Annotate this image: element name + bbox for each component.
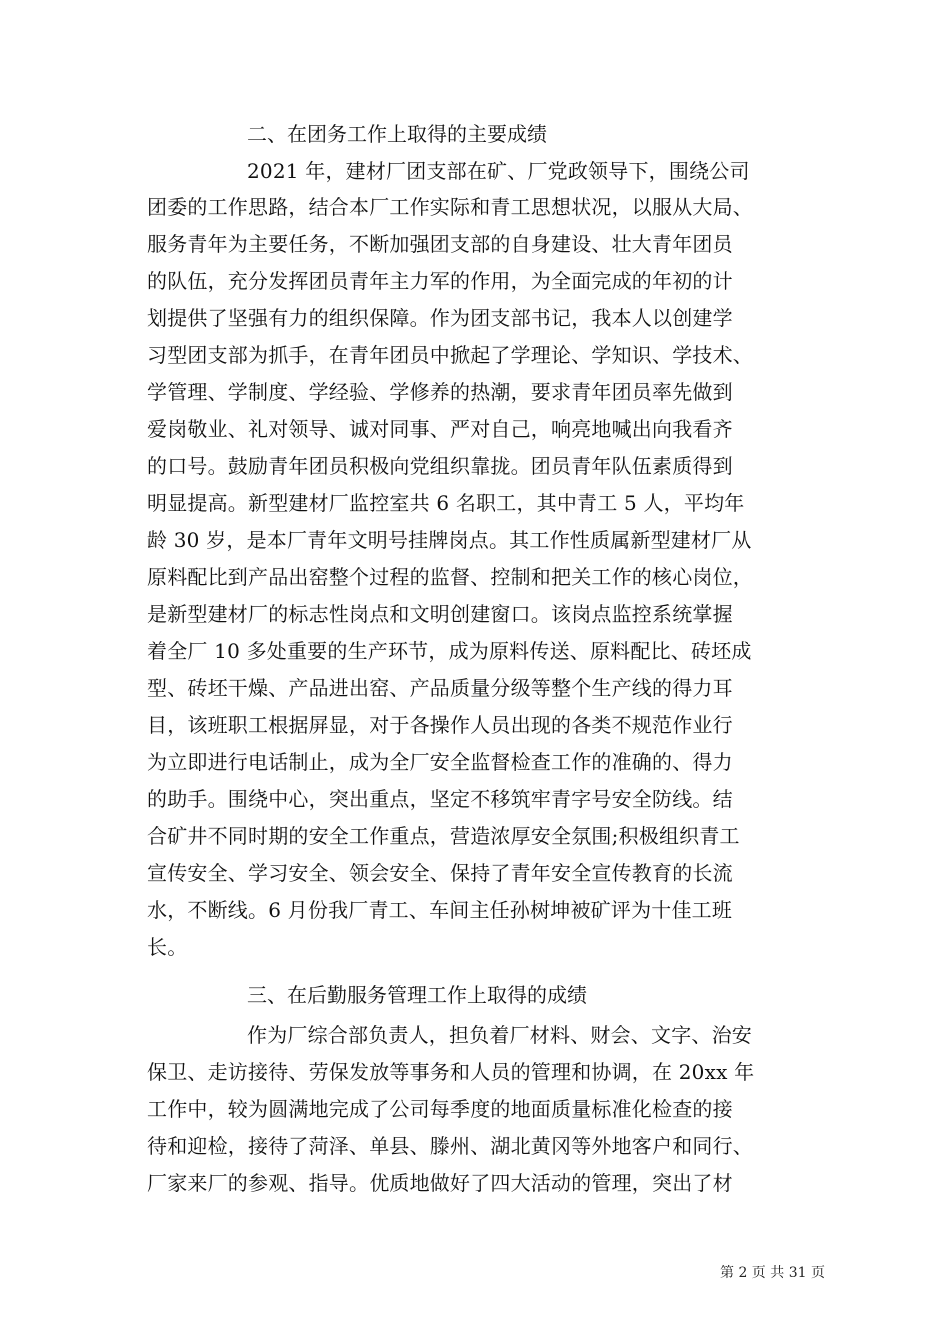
paragraph-line: 的助手。围绕中心，突出重点，坚定不移筑牢青字号安全防线。结 [147,787,733,811]
paragraph-line: 的口号。鼓励青年团员积极向党组织靠拢。团员青年队伍素质得到 [147,454,733,478]
paragraph-line: 爱岗敬业、礼对领导、诚对同事、严对自己，响亮地喊出向我看齐 [147,417,733,441]
paragraph-line: 明显提高。新型建材厂监控室共 6 名职工，其中青工 5 人，平均年 [147,491,745,515]
paragraph-line: 着全厂 10 多处重要的生产环节，成为原料传送、原料配比、砖坯成 [147,639,752,663]
paragraph-line: 团委的工作思路，结合本厂工作实际和青工思想状况，以服从大局、 [147,195,753,219]
paragraph-line: 划提供了坚强有力的组织保障。作为团支部书记，我本人以创建学 [147,306,733,330]
paragraph-line: 保卫、走访接待、劳保发放等事务和人员的管理和协调，在 20xx 年 [147,1060,755,1084]
paragraph-line: 学管理、学制度、学经验、学修养的热潮，要求青年团员率先做到 [147,380,733,404]
section-heading-2: 二、在团务工作上取得的主要成绩 [247,122,547,146]
paragraph-line: 2021 年，建材厂团支部在矿、厂党政领导下，围绕公司 [247,159,750,183]
paragraph-line: 水，不断线。6 月份我厂青工、车间主任孙树坤被矿评为十佳工班 [147,898,733,922]
paragraph-line: 待和迎检，接待了菏泽、单县、滕州、湖北黄冈等外地客户和同行、 [147,1134,753,1158]
paragraph-line: 是新型建材厂的标志性岗点和文明创建窗口。该岗点监控系统掌握 [147,602,733,626]
paragraph-line: 宣传安全、学习安全、领会安全、保持了青年安全宣传教育的长流 [147,861,733,885]
paragraph-line: 合矿井不同时期的安全工作重点，营造浓厚安全氛围;积极组织青工 [147,824,740,848]
paragraph-line: 的队伍，充分发挥团员青年主力军的作用，为全面完成的年初的计 [147,269,733,293]
paragraph-line: 服务青年为主要任务，不断加强团支部的自身建设、壮大青年团员 [147,232,733,256]
paragraph-line: 型、砖坯干燥、产品进出窑、产品质量分级等整个生产线的得力耳 [147,676,733,700]
paragraph-line: 龄 30 岁，是本厂青年文明号挂牌岗点。其工作性质属新型建材厂从 [147,528,752,552]
page-number: 第 2 页 共 31 页 [720,1265,825,1281]
paragraph-line: 工作中，较为圆满地完成了公司每季度的地面质量标准化检查的接 [147,1097,733,1121]
paragraph-line: 原料配比到产品出窑整个过程的监督、控制和把关工作的核心岗位， [147,565,753,589]
section-heading-3: 三、在后勤服务管理工作上取得的成绩 [247,983,587,1007]
paragraph-line: 习型团支部为抓手，在青年团员中掀起了学理论、学知识、学技术、 [147,343,753,367]
paragraph-line: 作为厂综合部负责人，担负着厂材料、财会、文字、治安 [247,1023,752,1047]
paragraph-line: 长。 [147,935,188,959]
paragraph-line: 为立即进行电话制止，成为全厂安全监督检查工作的准确的、得力 [147,750,733,774]
paragraph-line: 目，该班职工根据屏显，对于各操作人员出现的各类不规范作业行 [147,713,733,737]
paragraph-line: 厂家来厂的参观、指导。优质地做好了四大活动的管理，突出了材 [147,1171,733,1195]
